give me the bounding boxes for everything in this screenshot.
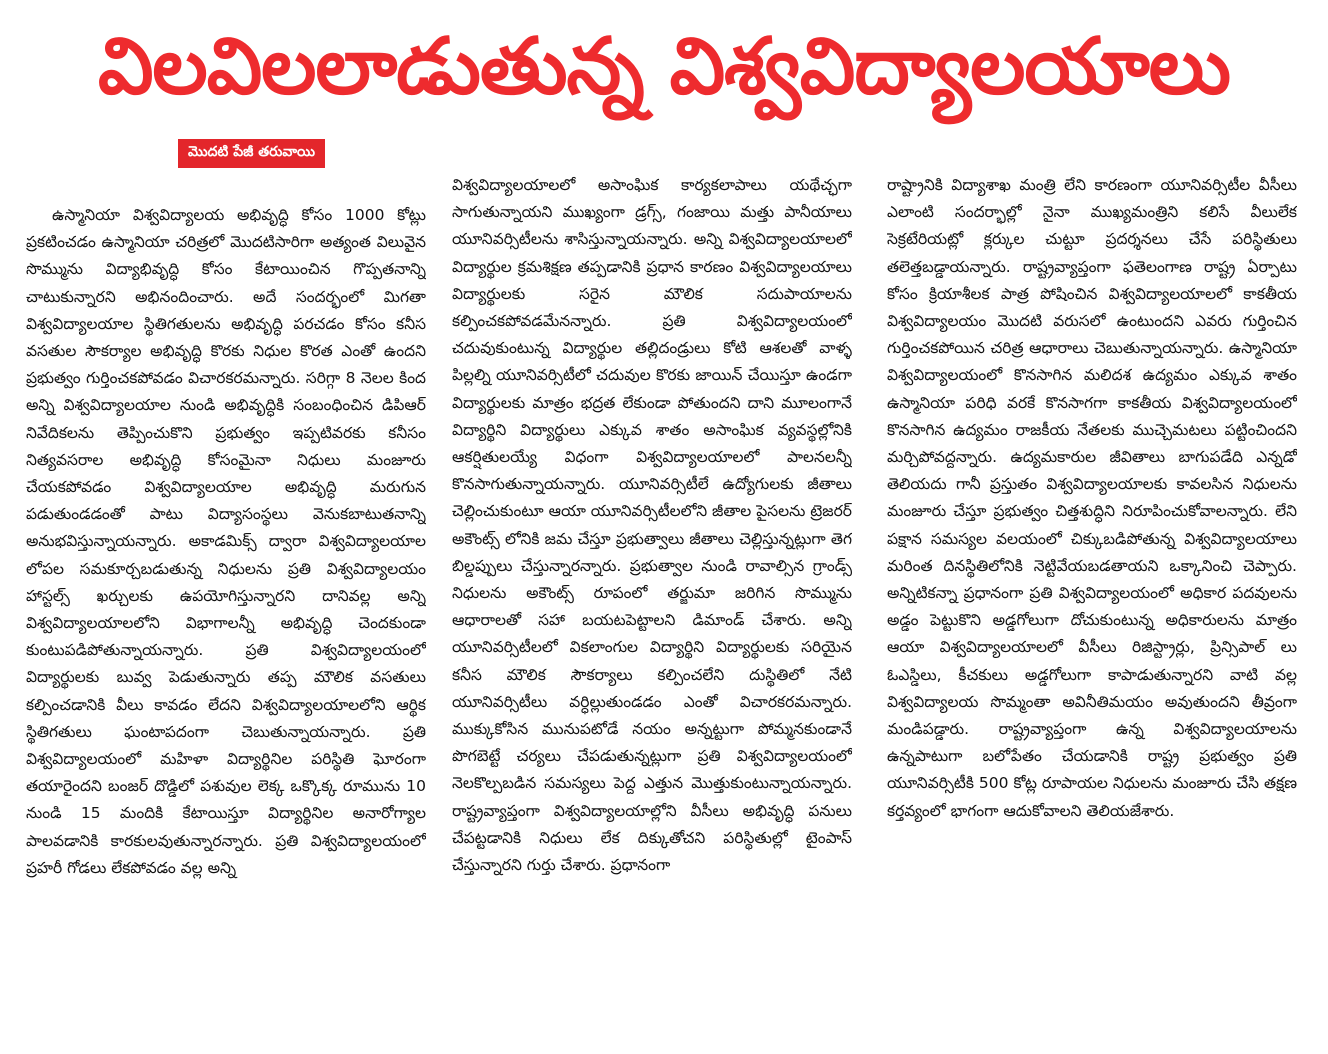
article-column-2 (452, 172, 852, 1042)
article-paragraph: ఉస్మానియా విశ్వవిద్యాలయ అభివృద్ధి కోసం 1000 కోట్లు ప్రకటించడం ఉస్మానియా చరిత్రలో మొదటిసారిగా అత్యంత విలువైన సొమ్మును విద్యాభివృద్ధి కోసం కేటాయించిన గొప్పతనాన్ని చాటుకున్నారని అభినందించారు. అదే సందర్భంలో మిగతా విశ్వవిద్యాలయాల స్థితిగతులను అభివృద్ధి పరచడం కోసం కనీస వసతుల సౌకర్యాల అభివృద్ధి కొరకు నిధుల కొరత ఎంతో ఉందని ప్రభుత్వం గుర్తించకపోవడం విచారకరమన్నారు. సరిగ్గా 8 నెలల కింద అన్ని విశ్వవిద్యాలయాల నుండి అభివృద్ధికి సంబంధించిన డిపిఆర్ నివేదికలను తెప్పించుకొని ప్రభుత్వం ఇప్పటివరకు కనీసం నిత్యవసరాల అభివృద్ధి కోసంమైనా నిధులు మంజూరు చేయకపోవడం విశ్వవిద్యాలయాల అభివృద్ధి మరుగున పడుతుండడంతో పాటు విద్యాసంస్థలు వెనుకబాటుతనాన్ని అనుభవిస్తున్నాయన్నారు. అకాడమిక్స్ ద్వారా విశ్వవిద్యాలయాల లోపల సమకూర్చబడుతున్న నిధులను ప్రతి విశ్వవిద్యాలయం హాస్టల్స్ ఖర్చులకు ఉపయోగిస్తున్నారని దానివల్ల అన్ని విశ్వవిద్యాలయాలలోని విభాగాలన్నీ అభివృద్ధి చెందకుండా కుంటుపడిపోతున్నాయన్నారు. ప్రతి విశ్వవిద్యాలయంలో విద్యార్థులకు బువ్వ పెడుతున్నారు తప్ప మౌలిక వసతులు కల్పించడానికి వీలు కావడం లేదని విశ్వవిద్యాలయాలలోని ఆర్థిక స్థితిగతులు ఘంటాపదంగా చెబుతున్నాయన్నారు. ప్రతి విశ్వవిద్యాలయంలో మహిళా విద్యార్థినిల పరిస్థితి ఘోరంగా తయారైందని బంజర్ దొడ్డిలో పశువుల లెక్క ఒక్కొక్క రూమును 10 నుండి 15 మందికి కేటాయిస్తూ విద్యార్థినిల అనారోగ్యాల పాలవడానికి కారకులవుతున్నారన్నారు. ప్రతి విశ్వవిద్యాలయంలో ప్రహరీ గోడలు లేకపోవడం వల్ల అన్ని (26, 206, 426, 877)
article-column-3 (887, 172, 1297, 1042)
continued-from-front-page-tag: మొదటి పేజీ తరువాయి (178, 139, 325, 168)
headline: విలవిలలాడుతున్న విశ్వవిద్యాలయాలు (97, 22, 1231, 112)
article-column-1 (26, 202, 426, 1044)
article-paragraph: విశ్వవిద్యాలయాలలో అసాంఘిక కార్యకలాపాలు యథేచ్ఛగా సాగుతున్నాయని ముఖ్యంగా డ్రగ్స్, గంజాయి మత్తు పానీయాలు యూనివర్సిటీలను శాసిస్తున్నాయన్నారు. అన్ని విశ్వవిద్యాలయాలలో విద్యార్థుల క్రమశిక్షణ తప్పడానికి ప్రధాన కారణం విశ్వవిద్యాలయాలు విద్యార్థులకు సరైన మౌలిక సదుపాయాలను కల్పించకపోవడమేనన్నారు. ప్రతి విశ్వవిద్యాలయంలో చదువుకుంటున్న విద్యార్థుల తల్లిదండ్రులు కోటి ఆశలతో వాళ్ళ పిల్లల్ని యూనివర్సిటీలో చదువుల కొరకు జాయిన్ చేయిస్తూ ఉండగా విద్యార్థులకు మాత్రం భద్రత లేకుండా పోతుందని దాని మూలంగానే విద్యార్థిని విద్యార్థులు ఎక్కువ శాతం అసాంఘిక వ్యవస్థల్లోనికి ఆకర్షితులయ్యే విధంగా విశ్వవిద్యాలయాలలో పాలనలన్నీ కొనసాగుతున్నాయన్నారు. యూనివర్సిటీలే ఉద్యోగులకు జీతాలు చెల్లించుకుంటూ ఆయా యూనివర్సిటీలలోని జీతాల పైసలను ట్రెజరర్ అకౌంట్స్ లోనికి జమ చేస్తూ ప్రభుత్వాలు జీతాలు చెల్లిస్తున్నట్లుగా తెగ బిల్డప్పులు చేస్తున్నారన్నారు. ప్రభుత్వాల నుండి రావాల్సిన గ్రాండ్స్ నిధులను అకౌంట్స్ రూపంలో తర్జుమా జరిగిన సొమ్మును ఆధారాలతో సహా బయటపెట్టాలని డిమాండ్ చేశారు. అన్ని యూనివర్సిటీలలో వికలాంగుల విద్యార్థిని విద్యార్థులకు సరియైన కనీస మౌలిక సౌకర్యాలు కల్పించలేని దుస్థితిలో నేటి యూనివర్సిటీలు వర్ధిల్లుతుండడం ఎంతో విచారకరమన్నారు. ముక్కుకోసిన మునుపటోడే నయం అన్నట్టుగా పోమ్మనకుండానే పొగబెట్టే చర్యలు చేపడుతున్నట్లుగా ప్రతి విశ్వవిద్యాలయంలో నెలకొల్పబడిన సమస్యలు పెద్ద ఎత్తున మొత్తుకుంటున్నాయన్నారు. రాష్ట్రవ్యాప్తంగా విశ్వవిద్యాలయాల్లోని వీసీలు అభివృద్ధి పనులు చేపట్టడానికి నిధులు లేక దిక్కుతోచని పరిస్థితుల్లో టైంపాస్ చేస్తున్నారని గుర్తు చేశారు. ప్రధానంగా (452, 176, 852, 875)
article-paragraph: రాష్ట్రానికి విద్యాశాఖ మంత్రి లేని కారణంగా యూనివర్సిటీల వీసీలు ఎలాంటి సందర్భాల్లో నైనా ముఖ్యమంత్రిని కలిసే వీలులేక సెక్రటేరియట్లో క్లర్కుల చుట్టూ ప్రదర్శనలు చేసే పరిస్థితులు తలెత్తబడ్డాయన్నారు. రాష్ట్రవ్యాప్తంగా ఫతెలంగాణ రాష్ట్ర ఏర్పాటు కోసం క్రియాశీలక పాత్ర పోషించిన విశ్వవిద్యాలయాలలో కాకతీయ విశ్వవిద్యాలయం మొదటి వరుసలో ఉంటుందని ఎవరు గుర్తించిన గుర్తించకపోయిన చరిత్ర ఆధారాలు చెబుతున్నాయన్నారు. ఉస్మానియా విశ్వవిద్యాలయంలో కొనసాగిన మలిదశ ఉద్యమం ఎక్కువ శాతం ఉస్మానియా పరిధి వరకే కొనసాగగా కాకతీయ విశ్వవిద్యాలయంలో కొనసాగిన ఉద్యమం రాజకీయ నేతలకు ముచ్చెమటలు పట్టించిందని మర్చిపోవద్దన్నారు. ఉద్యమకారుల జీవితాలు బాగుపడేది ఎన్నడో తెలియదు గానీ ప్రస్తుతం విశ్వవిద్యాలయాలకు కావలసిన నిధులను మంజూరు చేస్తూ ప్రభుత్వం చిత్తశుద్ధిని నిరూపించుకోవాలన్నారు. లేని పక్షాన సమస్యల వలయంలో చిక్కుబడిపోతున్న విశ్వవిద్యాలయాలు మరింత దినస్థితిలోనికి నెట్టివేయబడతాయని ఒక్కానించి చెప్పారు. అన్నిటికన్నా ప్రధానంగా ప్రతి విశ్వవిద్యాలయంలో అధికార పదవులను అడ్డం పెట్టుకొని అడ్డగోలుగా దోచుకుంటున్న అధికారులను మాత్రం ఆయా విశ్వవిద్యాలయాలలో వీసీలు రిజిస్ట్రార్లు, ప్రిన్సిపాల్ లు ఓఎస్డిలు, కీచకులు అడ్డగోలుగా కాపాడుతున్నారని వాటి వల్ల విశ్వవిద్యాలయ సొమ్మంతా అవినీతిమయం అవుతుందని తీవ్రంగా మండిపడ్డారు. రాష్ట్రవ్యాప్తంగా ఉన్న విశ్వవిద్యాలయాలను ఉన్నపాటుగా బలోపేతం చేయడానికి రాష్ట్ర ప్రభుత్వం ప్రతి యూనివర్సిటీకి 500 కోట్ల రూపాయల నిధులను మంజూరు చేసి తక్షణ కర్తవ్యంలో భాగంగా ఆదుకోవాలని తెలియజేశారు. (887, 176, 1297, 820)
